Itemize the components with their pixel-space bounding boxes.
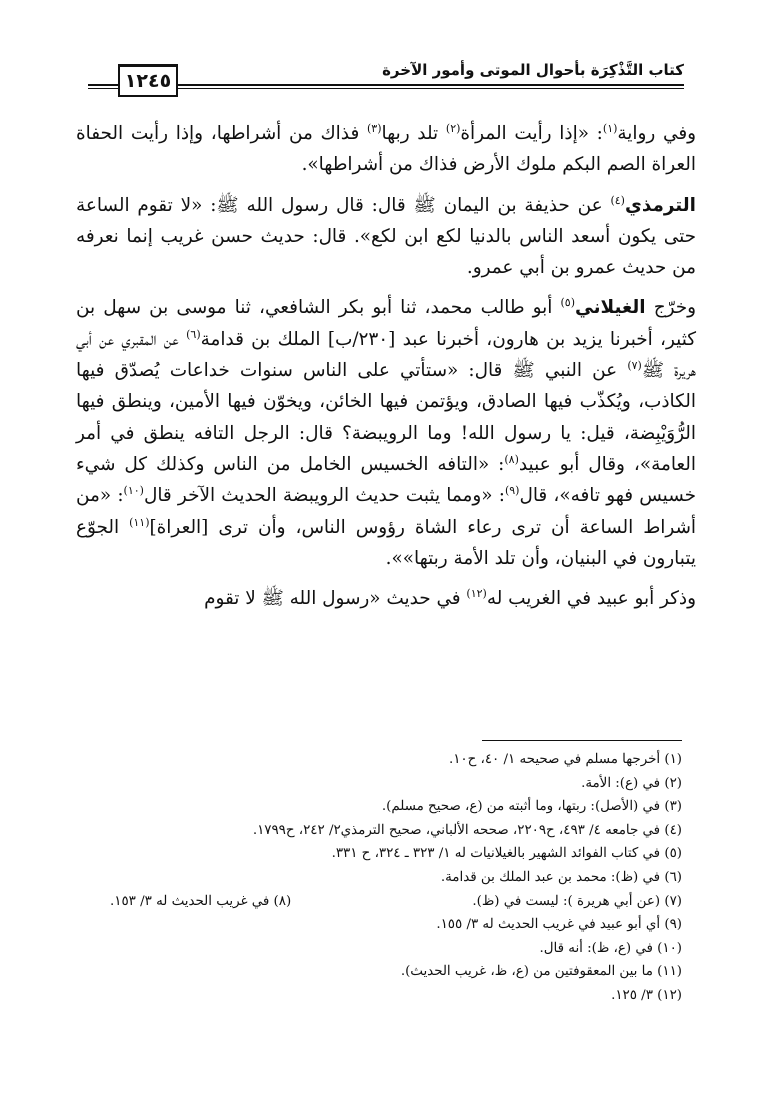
text-run: : «ومما يثبت حديث الرويبضة الحديث الآخر قال [143, 485, 505, 507]
footnote-ref: (٦) [186, 327, 201, 341]
source-name: الغيلاني [575, 297, 646, 319]
footnote-ref: (٢) [445, 121, 461, 135]
text-run: في حديث «رسول الله ﷺ لا تقوم [204, 588, 467, 610]
paragraph-1 [76, 118, 696, 181]
text-run: عن النبي ﷺ قال: «ستأتي على الناس سنوات خداعات يُصدّق فيها الكاذب، ويُكذّب فيها الصادق، ويؤتمن فيها الخائن، ويخوّن فيها الأمين، وينطق فيها الرُّوَيْبِضة، قيل: يا رسول الله! وما الرويبضة؟ قال: الرجل التافه ينطق في أمر العامة»، وقال أبو عبيد [76, 360, 697, 475]
footnotes [90, 748, 682, 1008]
footnote-ref: (٤) [610, 193, 625, 207]
footnote-row-7-8 [90, 890, 682, 914]
page-header [88, 58, 684, 98]
footnote-ref: (٨) [504, 452, 519, 466]
text-run: أبو طالب محمد، ثنا أبو بكر الشافعي، ثنا موسى بن سهل بن كثير، أخبرنا يزيد بن هارون، أخبرنا عبد [٢٣٠/ب] الملك بن قدامة [76, 297, 696, 350]
footnote-7: (٧) (عن أبي هريرة ): ليست في (ظ). [472, 893, 682, 909]
footnote-10: (١٠) في (ع، ظ): أنه قال. [539, 940, 682, 956]
text-run: : «من أشراط الساعة أن ترى رعاء الشاة رؤوس الناس، وأن ترى [العراة] [76, 485, 696, 538]
footnote-ref: (١٠) [123, 484, 144, 498]
footnote-9: (٩) أي أبو عبيد في غريب الحديث له ٣/ ١٥٥. [436, 917, 682, 933]
footnote-separator [482, 740, 682, 741]
text-run: تلد ربها [381, 123, 446, 144]
footnote-ref: (٧) [627, 358, 642, 372]
text-run: فذاك من أشراطها، وإذا رأيت الحفاة العراة الصم البكم ملوك الأرض فذاك من أشراطها». [76, 123, 696, 176]
text-run: وخرّج [645, 297, 696, 319]
footnote-6: (٦) في (ظ): محمد بن عبد الملك بن قدامة. [440, 869, 682, 885]
source-name: الترمذي [624, 194, 696, 216]
footnote-ref: (١١) [129, 515, 150, 529]
text-run: وذكر أبو عبيد في الغريب له [486, 588, 696, 610]
text-run: عن المقبري عن أبي هريرة ﷺ [76, 328, 696, 382]
footnote-3: (٣) في (الأصل): ربتها، وما أثبته من (ع، صحيح مسلم). [381, 799, 682, 815]
footnote-ref: (١٢) [466, 587, 487, 601]
text-run: : «التافه الخسيس الخامل من الناس وكذلك كل شيء خسيس فهو تافه»، قال [76, 453, 696, 507]
text-run: وفي رواية [617, 123, 696, 144]
page-number: ١٢٤٥ [118, 64, 178, 97]
footnote-ref: (١) [602, 121, 618, 135]
footnote-12: (١٢) ٣/ ١٢٥. [611, 987, 682, 1003]
footnote-ref: (٥) [560, 296, 576, 310]
running-title: كتاب التَّذْكِرَة بأحوال الموتى وأمور الآخرة [376, 58, 684, 82]
footnote-1: (١) أخرجها مسلم في صحيحه ١/ ٤٠، ح١٠. [448, 752, 682, 767]
footnote-ref: (٩) [504, 484, 520, 498]
text-run: عن حذيفة بن اليمان ﷺ قال: قال رسول الله ﷺ: «لا تقوم الساعة حتى يكون أسعد الناس بالدنيا لكع ابن لكع». قال: حديث حسن غريب إنما نعرفه من حديث عمرو بن أبي عمرو. [76, 194, 696, 279]
main-text [76, 118, 696, 614]
footnote-4: (٤) في جامعه ٤/ ٤٩٣، ح٢٢٠٩، صححه الألباني، صحيح الترمذي٢/ ٢٤٢، ح١٧٩٩. [252, 822, 682, 838]
paragraph-2 [76, 190, 696, 284]
footnote-2: (٢) في (ع): الأمة. [581, 775, 682, 791]
paragraph-3 [76, 292, 696, 574]
text-run: الجوّع يتبارون في البنيان، وأن تلد الأمة ربتها»». [76, 516, 696, 569]
paragraph-4 [76, 583, 696, 614]
footnote-8: (٨) في غريب الحديث له ٣/ ١٥٣. [110, 893, 292, 909]
footnote-5: (٥) في كتاب الفوائد الشهير بالغيلانيات له ١/ ٣٢٣ ـ ٣٢٤، ح ٣٣١. [331, 846, 682, 862]
footnote-11: (١١) ما بين المعقوفتين من (ع، ظ، غريب الحديث). [400, 964, 682, 980]
text-run: : «إذا رأيت المرأة [460, 123, 603, 144]
footnote-ref: (٣) [366, 121, 382, 135]
